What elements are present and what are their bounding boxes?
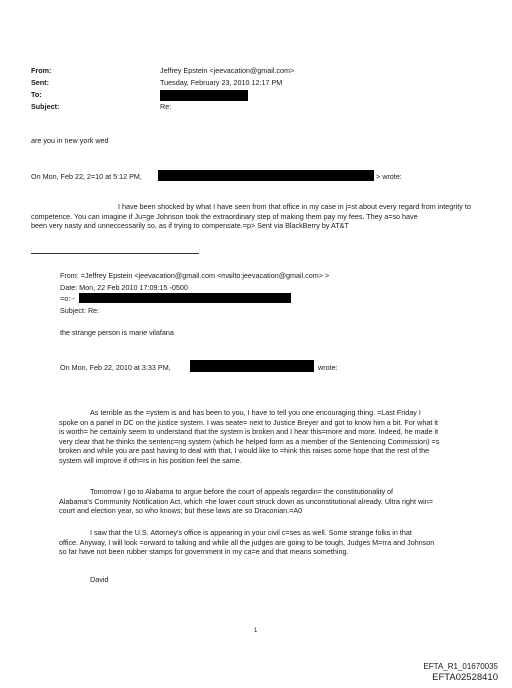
inner-to-label: =o: - (60, 294, 75, 303)
quote2-line: very clear that he thinks the sentenc=ng system (which he helped form as a member of the Sentencing Commission) =s (59, 436, 440, 446)
quote2-line: Alabama's Community Notification Act, which =he lower court struck down as unconstitutional already. Ultra right win= (59, 496, 433, 506)
quote1-wrote: > wrote: (376, 172, 402, 181)
from-label: From: (31, 66, 52, 75)
quote1-paragraph (31, 202, 481, 231)
quote2-line: office. Anyway, I will look =orward to talking and while all the judges are going to be tough, Judges M=rra and Johnson (59, 537, 435, 547)
quote2-line: Tomorrow I go to Alabama to argue before the court of appeals regardin= the constitutionality of (90, 487, 394, 496)
sent-value: Tuesday, February 23, 2010 12:17 PM (160, 78, 283, 87)
quote1-line: I have been shocked by what I have seen from that office in my case in j=st about every regard from integrity to (118, 202, 471, 211)
quote2-paragraph-2 (59, 487, 499, 516)
inner-from-line: From: =Jeffrey Epstein <jeevacation@gmail.com <mailto:jeevacation@gmail.com> > (60, 271, 330, 280)
quote2-line: broken and while you are past having to deal with that, I would like to =hink this raises some hope that the rest of the (59, 446, 430, 456)
quote2-intro: On Mon, Feb 22, 2010 at 3:33 PM, (60, 363, 171, 372)
separator-line (31, 253, 199, 254)
inner-subject-line: Subject: Re: (60, 306, 100, 315)
to-label: To: (31, 90, 42, 99)
inner-date-line: Date: Mon, 22 Feb 2010 17:09:15 -0500 (60, 283, 188, 292)
inner-body: the strange person is marie vilafana (60, 328, 174, 337)
quote1-intro: On Mon, Feb 22, 2=10 at 5:12 PM, (31, 172, 142, 181)
quote2-line: spoke on a panel in DC on the justice system. I was seate= next to Justice Breyer and got to know him a bit. For what it (59, 417, 438, 427)
signature: David (90, 575, 109, 584)
footer-bates-2: EFTA02528410 (432, 672, 498, 683)
quote1-line: competence. You can imagine if Ju=ge Johnson took the extraordinary step of making them pay my fees. They a=so have (31, 211, 418, 221)
quote2-line: I saw that the U.S. Attorney's office is appearing in your civil c=ses as well. Some strange folks in that (90, 528, 412, 537)
quote2-line: system will improve if oth=rs in his position feel the same. (59, 455, 242, 465)
quote2-wrote: wrote: (318, 363, 338, 372)
quote2-paragraph-1 (59, 408, 499, 466)
quote2-paragraph-3 (59, 528, 499, 557)
redaction-quote2-sender (190, 360, 314, 372)
page-number: 1 (254, 628, 258, 634)
redaction-inner-to (79, 293, 291, 303)
quote2-line: is worth= he certainly seem to understand that the system is broken and I hear this=more and more. Indeed, he made it (59, 427, 439, 437)
from-value: Jeffrey Epstein <jeevacation@gmail.com> (160, 66, 295, 75)
body-top: are you in new york wed (31, 136, 109, 145)
subject-value: Re: (160, 102, 172, 111)
footer-bates-1: EFTA_R1_01670035 (423, 662, 498, 671)
quote2-line: so far have not been rubber stamps for government in my ca=e and that means something. (59, 547, 349, 557)
quote1-line: been very nasty and unneccessarily so, as if trying to compensate.=p> Sent via BlackBerry by AT&T (31, 221, 349, 231)
quote2-line: As terrible as the =ystem is and has been to you, I have to tell you one encouraging thing. =Last Friday I (90, 408, 421, 417)
redaction-to (160, 90, 248, 101)
redaction-quote1-sender (158, 170, 374, 181)
subject-label: Subject: (31, 102, 60, 111)
quote2-line: court and election year, so who knows; but these laws are so Draconian.=A0 (59, 506, 303, 516)
sent-label: Sent: (31, 78, 49, 87)
